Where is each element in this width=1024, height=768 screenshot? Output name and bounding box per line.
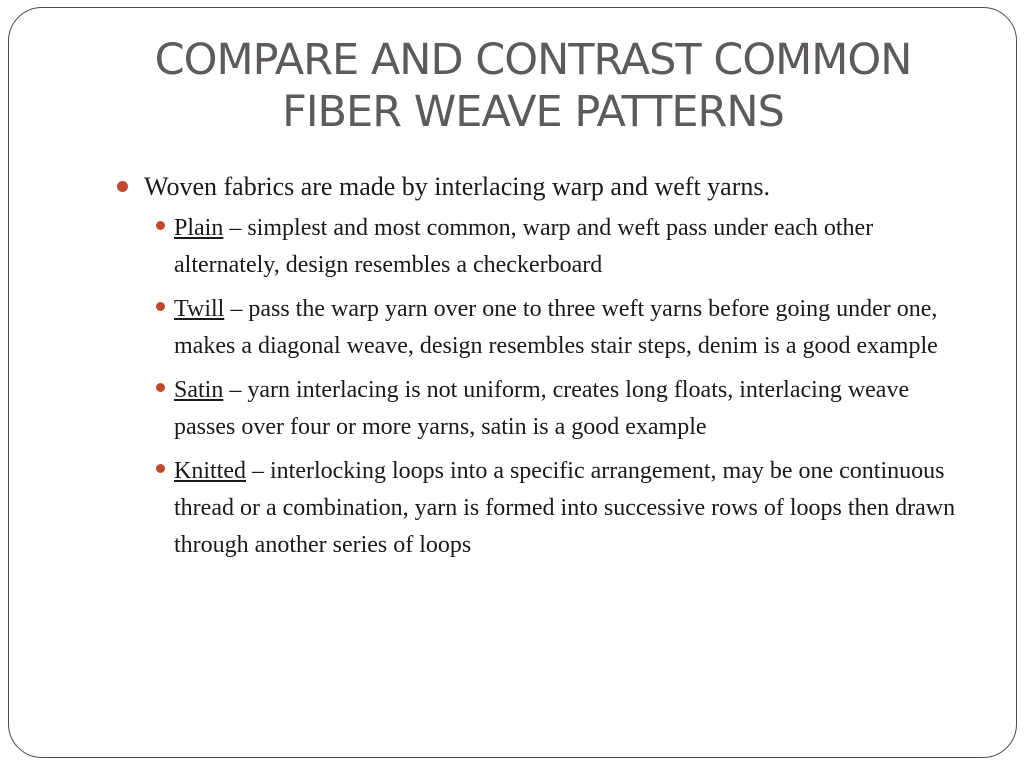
description-twill: – pass the warp yarn over one to three weft yarns before going under one, makes a diagonal weave, design resembles stair steps, denim is a good example — [174, 296, 938, 359]
slide-content — [116, 168, 966, 571]
title-line-2: FIBER WEAVE PATTERNS — [282, 87, 784, 137]
main-bullet — [116, 168, 966, 206]
sub-bullet-twill — [116, 291, 964, 365]
description-knitted: – interlocking loops into a specific arrangement, may be one continuous thread or a combination, yarn is formed into successive rows of loops then drawn through another series of loops — [174, 458, 956, 558]
sub-bullet-plain — [116, 210, 964, 284]
sub-bullet-knitted — [116, 453, 964, 564]
term-satin: Satin — [174, 377, 224, 403]
sub-bullet-satin — [116, 372, 964, 446]
bullet-dot-icon — [156, 464, 165, 473]
bullet-dot-icon — [156, 302, 165, 311]
term-knitted: Knitted — [174, 458, 246, 484]
main-bullet-text: Woven fabrics are made by interlacing warp and weft yarns. — [144, 172, 770, 201]
description-plain: – simplest and most common, warp and weft pass under each other alternately, design resembles a checkerboard — [174, 215, 874, 278]
bullet-dot-icon — [156, 221, 165, 230]
bullet-dot-icon — [156, 383, 165, 392]
sub-bullet-list — [116, 210, 966, 564]
bullet-dot-icon — [117, 181, 128, 192]
term-twill: Twill — [174, 296, 225, 322]
title-line-1: COMPARE AND CONTRAST COMMON — [154, 35, 912, 85]
term-plain: Plain — [174, 215, 224, 241]
description-satin: – yarn interlacing is not uniform, creates long floats, interlacing weave passes over four or more yarns, satin is a good example — [174, 377, 910, 440]
slide-title — [60, 34, 1006, 138]
